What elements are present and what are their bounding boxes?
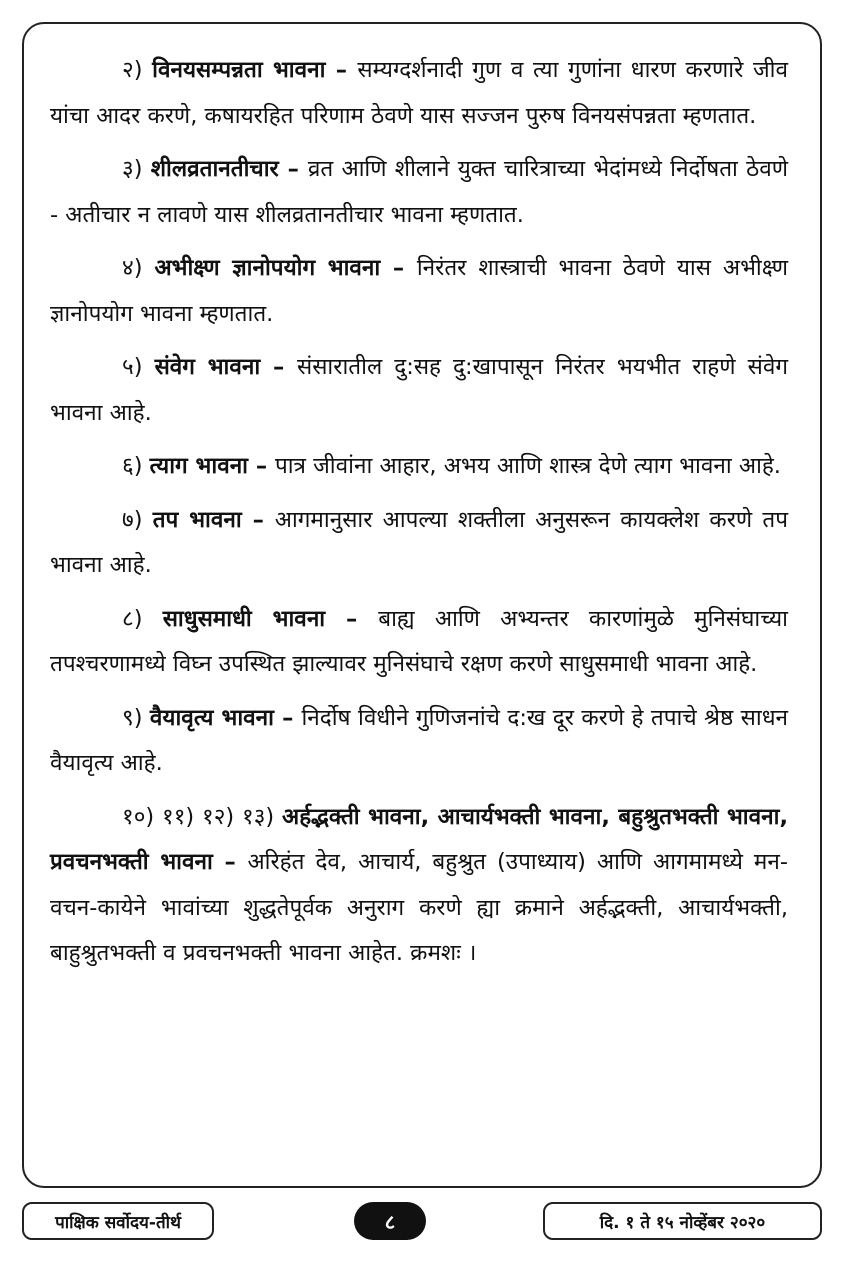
item-dash: – <box>325 605 379 632</box>
paragraph-sheel <box>50 147 788 238</box>
item-dash: – <box>241 506 275 533</box>
paragraph-abhikshna <box>50 246 788 337</box>
article-body <box>50 48 788 985</box>
item-text: पात्र जीवांना आहार, अभय आणि शास्त्र देणे त्याग भावना आहे. <box>274 453 781 479</box>
item-dash: – <box>260 354 298 380</box>
paragraph-sadhusamadhi <box>50 597 788 688</box>
publication-name-box <box>22 1202 214 1240</box>
item-heading: शीलव्रतानतीचार <box>150 156 279 182</box>
item-number: ५) <box>122 354 143 380</box>
item-heading: विनयसम्पन्नता भावना <box>152 57 326 83</box>
page-number: ८ <box>384 1209 396 1234</box>
item-number: ३) <box>122 156 143 182</box>
item-text: आगमानुसार आपल्या शक्तीला अनुसरून कायक्लेश करणे तप भावना आहे. <box>50 506 788 578</box>
item-heading: अर्हद्भक्ती भावना, आचार्यभक्ती भावना, बहुश्रुतभक्ती भावना, प्रवचनभक्ती भावना <box>50 803 788 875</box>
item-dash: – <box>380 255 417 281</box>
item-number: ९) <box>122 704 143 731</box>
item-text: निर्दोष विधीने गुणिजनांचे द:ख दूर करणे हे तपाचे श्रेष्ठ साधन वैयावृत्य आहे. <box>50 704 789 776</box>
issue-date: दि. १ ते १५ नोव्हेंबर २०२० <box>599 1212 766 1233</box>
paragraph-tyag <box>50 444 788 490</box>
item-heading: संवेग भावना <box>154 354 261 380</box>
item-dash: – <box>278 156 308 182</box>
item-number: १०) ११) १२) १३) <box>122 803 275 830</box>
item-dash: – <box>248 453 275 479</box>
item-number: ४) <box>122 255 143 281</box>
paragraph-bhakti <box>50 795 788 977</box>
item-text: बाह्य आणि अभ्यन्तर कारणांमुळे मुनिसंघाच्या तपश्चरणामध्ये विघ्न उपस्थित झाल्यावर मुनिसंघाचे रक्षण करणे साधुसमाधी भावना आहे. <box>50 605 789 677</box>
item-dash: – <box>325 57 358 83</box>
item-number: ८) <box>122 605 143 632</box>
item-text: अरिहंत देव, आचार्य, बहुश्रुत (उपाध्याय) आणि आगमामध्ये मन-वचन-कायेने भावांच्या शुद्धतेपूर्वक अनुराग करणे ह्या क्रमाने अर्हद्भक्ती, आचार्यभक्ती, बाहुश्रुतभक्ती व प्रवचनभक्ती भावना आहेत. क्रमशः । <box>50 849 788 966</box>
item-heading: त्याग भावना <box>149 453 249 479</box>
paragraph-vinay <box>50 48 788 139</box>
item-number: ७) <box>122 506 143 533</box>
item-heading: साधुसमाधी भावना <box>162 605 326 632</box>
paragraph-vaiyavrutya <box>50 696 788 787</box>
item-number: ६) <box>122 453 143 479</box>
paragraph-samvega <box>50 345 788 436</box>
item-dash: – <box>212 849 248 875</box>
item-text: संसारातील दु:सह दु:खापासून निरंतर भयभीत राहणे संवेग भावना आहे. <box>50 354 788 426</box>
page-number-badge <box>354 1202 426 1240</box>
item-heading: वैयावृत्य भावना <box>149 704 274 731</box>
publication-name: पाक्षिक सर्वोदय-तीर्थ <box>55 1212 181 1233</box>
issue-date-box <box>543 1202 822 1240</box>
item-dash: – <box>273 704 302 731</box>
item-text: सम्यग्दर्शनादी गुण व त्या गुणांना धारण करणारे जीव यांचा आदर करणे, कषायरहित परिणाम ठेवणे यास सज्जन पुरुष विनयसंपन्नता म्हणतात. <box>50 57 789 129</box>
item-text: निरंतर शास्त्राची भावना ठेवणे यास अभीक्ष्ण ज्ञानोपयोग भावना म्हणतात. <box>50 255 789 327</box>
item-heading: अभीक्ष्ण ज्ञानोपयोग भावना <box>154 255 381 281</box>
paragraph-tap <box>50 498 788 589</box>
item-text: व्रत आणि शीलाने युक्त चारित्राच्या भेदांमध्ये निर्दोषता ठेवणे - अतीचार न लावणे यास शीलव्रतानतीचार भावना म्हणतात. <box>50 156 788 228</box>
item-heading: तप भावना <box>152 506 242 533</box>
item-number: २) <box>122 57 143 83</box>
